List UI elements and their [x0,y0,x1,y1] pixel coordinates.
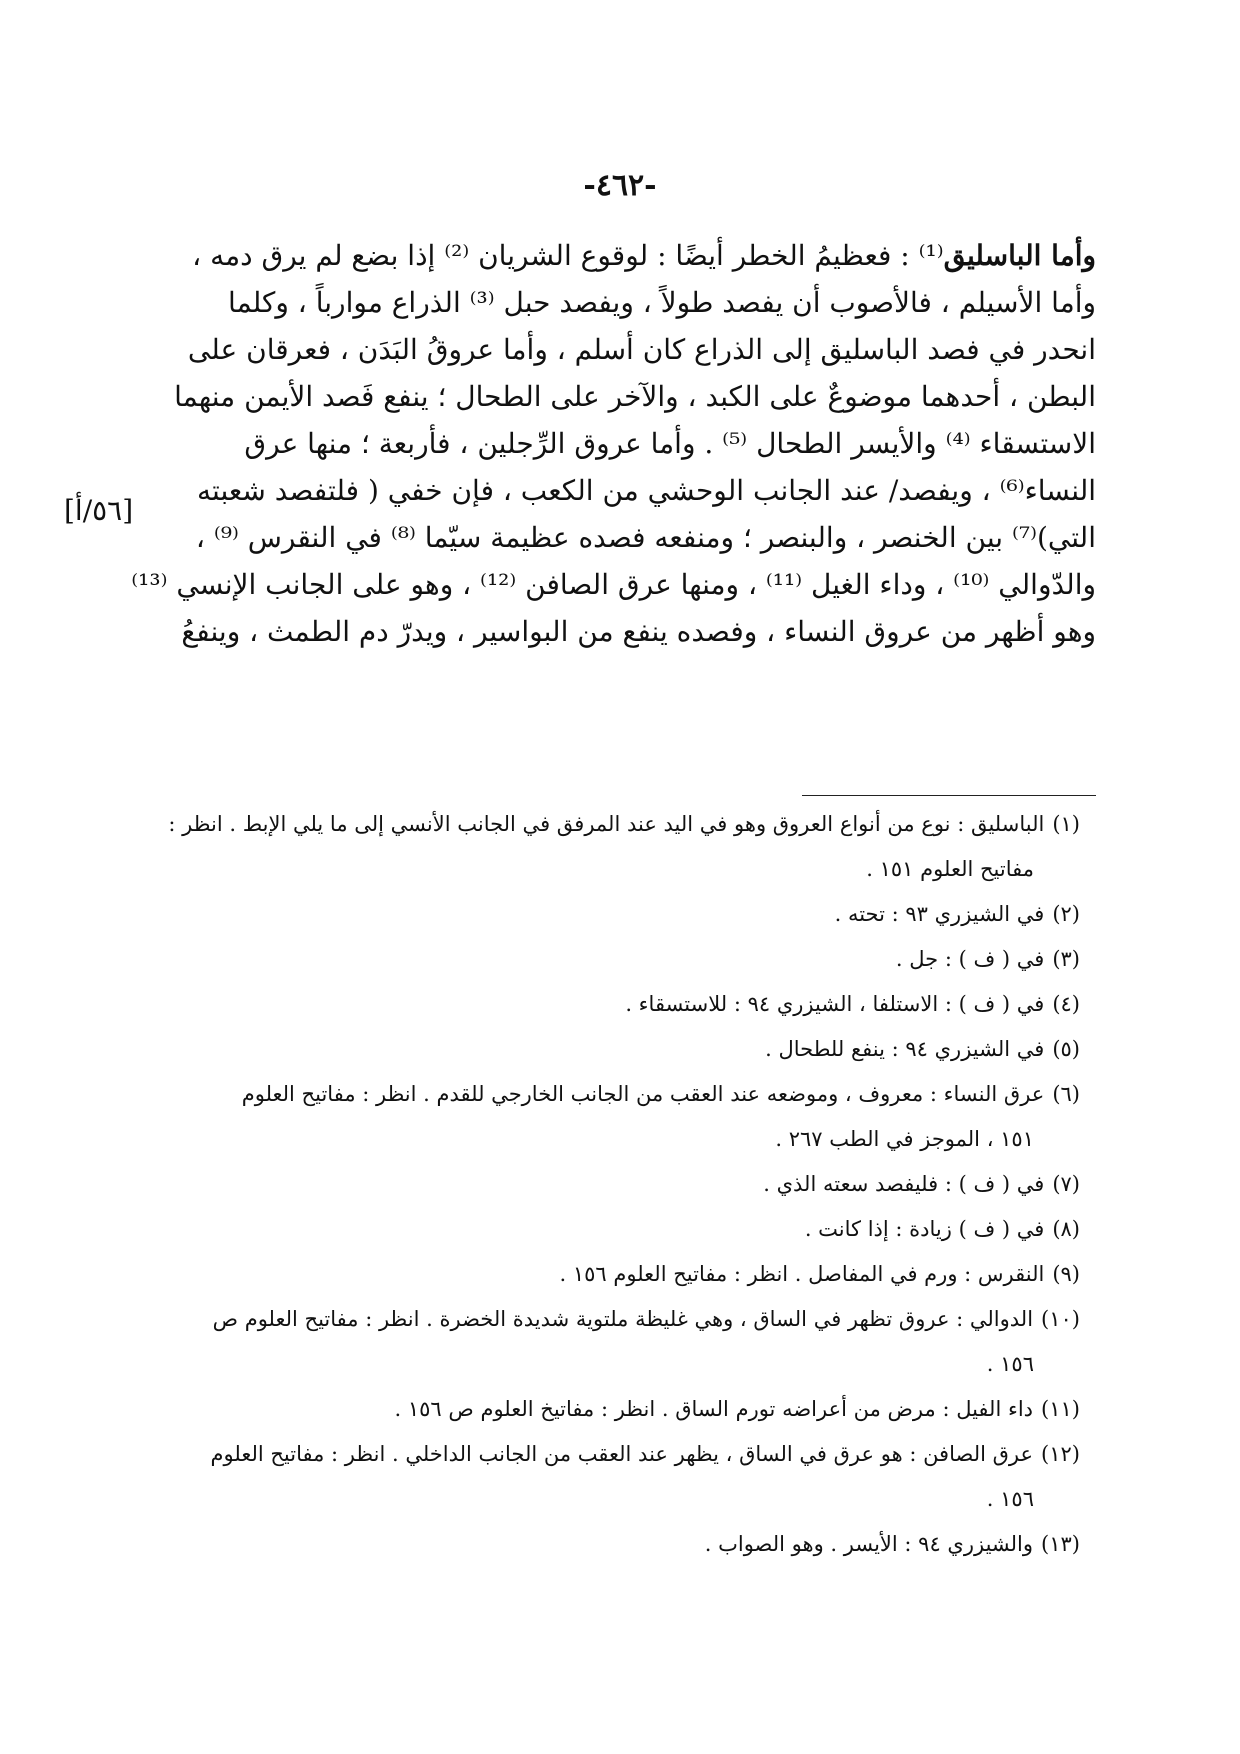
footnote [150,1162,1080,1207]
footnote-text: في الشيزري ٩٣ : تحته . [834,902,1045,926]
footnote [150,1207,1080,1252]
footnote-text: داء الفيل : مرض من أعراضه تورم الساق . انظر : مفاتيخ العلوم ص ١٥٦ . [394,1397,1034,1421]
footnote-number: (٨) [1052,1217,1080,1241]
footnote-continuation: ١٥٦ . [986,1487,1034,1511]
footnote-text: الدوالي : عروق تظهر في الساق ، وهي غليظة ملتوية شديدة الخضرة . انظر : مفاتيح العلوم ص [212,1307,1034,1331]
footnote-number: (١٢) [1041,1442,1080,1466]
footnote-text: في الشيزري ٩٤ : ينفع للطحال . [765,1037,1045,1061]
main-text-content: انحدر في فصد الباسليق إلى الذراع كان أسلم ، وأما عروقُ البَدَن ، فعرقان على [187,333,1096,366]
footnote [150,1252,1080,1297]
main-text-line [176,467,1096,514]
footnote [150,802,1080,892]
main-text-line [176,279,1096,326]
section-heading: وأما الباسليق [943,239,1096,272]
footnote [150,1027,1080,1072]
footnote-number: (٩) [1052,1262,1080,1286]
main-text-content: النساء⁽⁶⁾ ، ويفصد/ عند الجانب الوحشي من الكعب ، فإن خفي ( فلتفصد شعبته [197,474,1096,507]
footnote-continuation: ١٥١ ، الموجز في الطب ٢٦٧ . [775,1127,1034,1151]
main-text-line [176,514,1096,561]
footnote-text: في ( ف ) : الاستلفا ، الشيزري ٩٤ : للاستسقاء . [625,992,1045,1016]
footnote-number: (٥) [1052,1037,1080,1061]
page-number: -٤٦٢- [583,168,657,203]
main-text-line [176,608,1096,655]
main-text-line [176,420,1096,467]
main-text-line [176,326,1096,373]
main-text-line [131,561,1096,608]
footnote-text: عرق النساء : معروف ، وموضعه عند العقب من الجانب الخارجي للقدم . انظر : مفاتيح العلوم [241,1082,1045,1106]
footnotes [150,802,1080,1567]
main-text-content: ⁽¹⁾ : فعظيمُ الخطر أيضًا : لوقوع الشريان ⁽²⁾ إذا بضع لم يرق دمه ، [192,239,944,272]
footnote [150,892,1080,937]
footnote-number: (٧) [1052,1172,1080,1196]
main-text-content: التي)⁽⁷⁾ بين الخنصر ، والبنصر ؛ ومنفعه فصده عظيمة سيّما ⁽⁸⁾ في النقرس ⁽⁹⁾ ، [195,521,1096,554]
footnote [150,1522,1080,1567]
footnote-number: (١) [1052,812,1080,836]
footnote [150,1072,1080,1162]
footnote-divider [802,795,1096,796]
main-text [131,232,1096,655]
margin-reference: [٥٦/أ] [64,494,134,527]
main-text-content: والدّوالي ⁽¹⁰⁾ ، وداء الغيل ⁽¹¹⁾ ، ومنها عرق الصافن ⁽¹²⁾ ، وهو على الجانب الإنسي ⁽¹³⁾ [131,568,1096,601]
footnote-number: (٤) [1052,992,1080,1016]
main-text-content: وأما الأسيلم ، فالأصوب أن يفصد طولاً ، ويفصد حبل ⁽³⁾ الذراع موارباً ، وكلما [228,286,1096,319]
footnote [150,937,1080,982]
footnote-text: في ( ف ) زيادة : إذا كانت . [804,1217,1045,1241]
footnote [150,982,1080,1027]
footnote-number: (١٠) [1041,1307,1080,1331]
footnote-text: في ( ف ) : فليفصد سعته الذي . [763,1172,1045,1196]
footnote-number: (٢) [1052,902,1080,926]
footnote-number: (٣) [1052,947,1080,971]
footnote [150,1432,1080,1522]
footnote-number: (١١) [1041,1397,1080,1421]
main-text-content: البطن ، أحدهما موضوعٌ على الكبد ، والآخر على الطحال ؛ ينفع فَصد الأيمن منهما [174,380,1096,413]
footnote-text: في ( ف ) : جل . [895,947,1045,971]
footnote-text: والشيزري ٩٤ : الأيسر . وهو الصواب . [704,1532,1034,1556]
footnote-text: الباسليق : نوع من أنواع العروق وهو في اليد عند المرفق في الجانب الأنسي إلى ما يلي الإبط . انظر : [168,812,1045,836]
footnote [150,1297,1080,1387]
main-text-line [176,373,1096,420]
footnote-number: (٦) [1052,1082,1080,1106]
footnote-number: (١٣) [1041,1532,1080,1556]
footnote-continuation: مفاتيح العلوم ١٥١ . [866,857,1034,881]
main-text-line [176,232,1096,279]
footnote-text: عرق الصافن : هو عرق في الساق ، يظهر عند العقب من الجانب الداخلي . انظر : مفاتيح العلوم [210,1442,1034,1466]
main-text-content: وهو أظهر من عروق النساء ، وفصده ينفع من البواسير ، ويدرّ دم الطمث ، وينفعُ [181,615,1096,648]
footnote-continuation: ١٥٦ . [986,1352,1034,1376]
footnote-text: النقرس : ورم في المفاصل . انظر : مفاتيح العلوم ١٥٦ . [559,1262,1045,1286]
main-text-content: الاستسقاء ⁽⁴⁾ والأيسر الطحال ⁽⁵⁾ . وأما عروق الرِّجلين ، فأربعة ؛ منها عرق [244,427,1096,460]
footnote [150,1387,1080,1432]
